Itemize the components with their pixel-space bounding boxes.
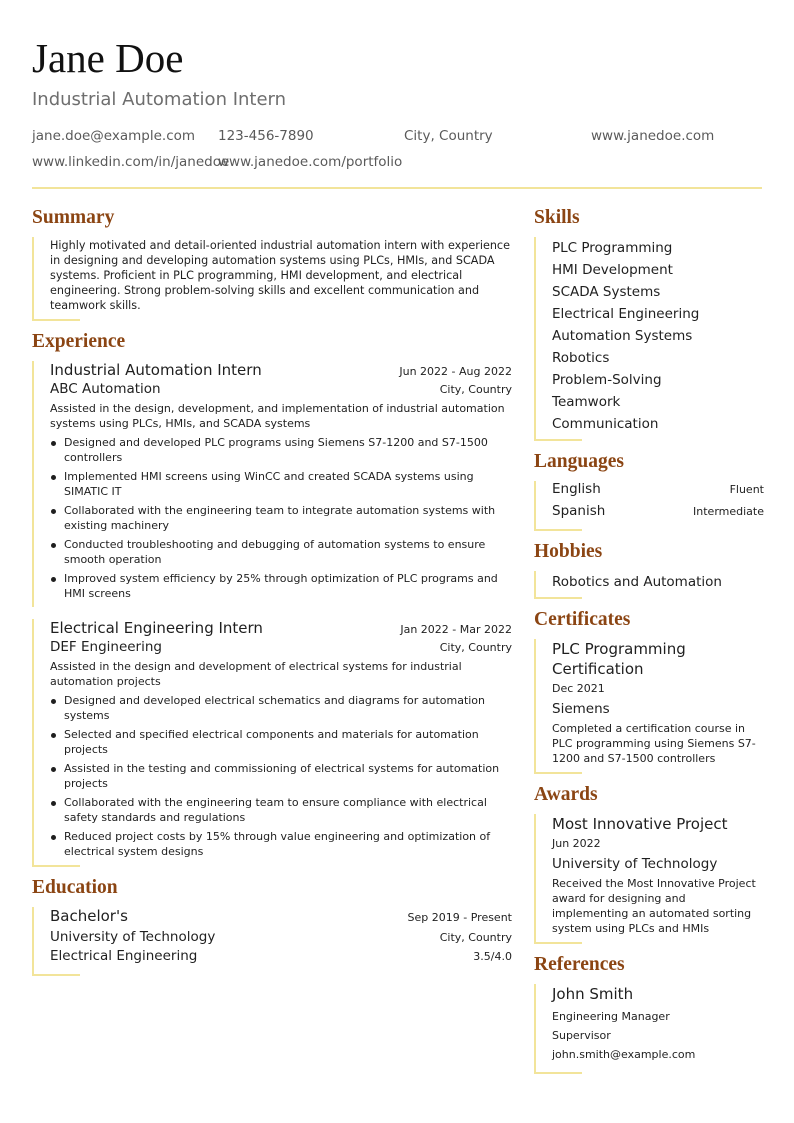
job-description: Assisted in the design, development, and implementation of industrial automation systems using PLCs, HMIs, and SCADA systems [50,402,505,430]
job-bullet: Collaborated with the engineering team to ensure compliance with electrical safety standards and regulations [50,795,512,825]
award-entry [534,814,764,942]
references-heading: References [534,954,625,975]
section-separator [534,1072,582,1074]
hobbies-heading: Hobbies [534,541,603,562]
job-bullet: Selected and specified electrical components and materials for automation projects [50,727,512,757]
contact-location: City, Country [404,128,493,144]
job-bullets [50,693,512,859]
language-name: Spanish [552,503,606,519]
section-separator [32,865,80,867]
job-bullet: Collaborated with the engineering team to integrate automation systems with existing machinery [50,503,512,533]
job-company: ABC Automation [50,381,161,397]
reference-name: John Smith [552,985,634,1003]
header-divider [32,187,762,189]
candidate-title: Industrial Automation Intern [32,89,287,110]
award-description: Received the Most Innovative Project award for designing and implementing an automated sorting system using PLCs and HMIs [552,877,756,935]
hobby-item: Robotics and Automation [552,574,722,590]
summary-section [32,237,512,319]
certificate-date: Dec 2021 [552,682,605,695]
award-issuer: University of Technology [552,856,718,872]
job-location: City, Country [439,641,512,654]
experience-entry [32,361,512,607]
skill-item: Electrical Engineering [552,306,700,322]
reference-relation: Supervisor [552,1029,611,1042]
certificate-name: PLC Programming Certification [552,640,686,678]
job-bullets [50,435,512,601]
hobbies-list [534,571,764,597]
section-separator [32,974,80,976]
section-separator [534,597,582,599]
job-company: DEF Engineering [50,639,162,655]
side-column [534,207,764,1074]
experience-entry [32,619,512,865]
certificate-entry [534,639,764,772]
summary-text: Highly motivated and detail-oriented industrial automation intern with experience in designing and developing automation systems using PLCs, HMIs, and SCADA systems. Proficient in PLC programming, HMI development, and electrical engineering. Strong problem-solving skills and excellent communication and teamwork skills. [50,239,510,312]
skill-item: Communication [552,416,659,432]
reference-entry [534,984,764,1072]
experience-heading: Experience [32,331,126,352]
candidate-name: Jane Doe [32,35,184,81]
contact-email[interactable]: jane.doe@example.com [32,128,196,144]
award-date: Jun 2022 [552,837,601,850]
education-gpa: 3.5/4.0 [473,950,512,963]
job-bullet: Designed and developed PLC programs using Siemens S7-1200 and S7-1500 controllers [50,435,512,465]
section-separator [32,319,80,321]
certificate-issuer: Siemens [552,701,610,717]
job-bullet: Implemented HMI screens using WinCC and created SCADA systems using SIMATIC IT [50,469,512,499]
job-title: Industrial Automation Intern [50,361,262,379]
education-heading: Education [32,877,118,898]
job-dates: Jan 2022 - Mar 2022 [400,623,512,636]
skill-item: Automation Systems [552,328,693,344]
education-field: Electrical Engineering [50,948,198,964]
reference-email[interactable]: john.smith@example.com [552,1048,696,1061]
skill-item: Problem-Solving [552,372,662,388]
section-separator [534,529,582,531]
job-bullet: Conducted troubleshooting and debugging of automation systems to ensure smooth operation [50,537,512,567]
languages-list [534,481,764,529]
summary-heading: Summary [32,207,115,228]
language-row [552,481,764,503]
language-level: Intermediate [693,505,764,518]
contact-website[interactable]: www.janedoe.com [591,128,715,144]
job-dates: Jun 2022 - Aug 2022 [399,365,512,378]
language-name: English [552,481,601,497]
language-row [552,503,764,525]
language-level: Fluent [729,483,764,496]
contact-phone[interactable]: 123-456-7890 [218,128,314,144]
education-dates: Sep 2019 - Present [407,911,512,924]
education-entry [32,907,512,974]
skill-item: HMI Development [552,262,673,278]
skill-item: SCADA Systems [552,284,661,300]
education-location: City, Country [439,931,512,944]
job-bullet: Improved system efficiency by 25% through optimization of PLC programs and HMI screens [50,571,512,601]
contact-portfolio[interactable]: www.janedoe.com/portfolio [218,154,403,170]
section-separator [534,942,582,944]
job-location: City, Country [439,383,512,396]
skill-item: Teamwork [552,394,621,410]
certificates-heading: Certificates [534,609,631,630]
skill-item: Robotics [552,350,610,366]
job-title: Electrical Engineering Intern [50,619,263,637]
section-separator [534,439,582,441]
job-bullet: Designed and developed electrical schematics and diagrams for automation systems [50,693,512,723]
contact-linkedin[interactable]: www.linkedin.com/in/janedoe [32,154,230,170]
education-degree: Bachelor's [50,907,128,925]
main-column [32,207,512,976]
award-name: Most Innovative Project [552,815,728,833]
skill-item: PLC Programming [552,240,673,256]
certificate-description: Completed a certification course in PLC programming using Siemens S7-1200 and S7-1500 controllers [552,722,756,765]
skills-list [534,237,764,439]
job-bullet: Reduced project costs by 15% through value engineering and optimization of electrical system designs [50,829,512,859]
skills-heading: Skills [534,207,580,228]
job-bullet: Assisted in the testing and commissioning of electrical systems for automation projects [50,761,512,791]
job-description: Assisted in the design and development of electrical systems for industrial automation projects [50,660,462,688]
education-school: University of Technology [50,929,216,945]
section-separator [534,772,582,774]
languages-heading: Languages [534,451,624,472]
reference-position: Engineering Manager [552,1010,670,1023]
awards-heading: Awards [534,784,598,805]
